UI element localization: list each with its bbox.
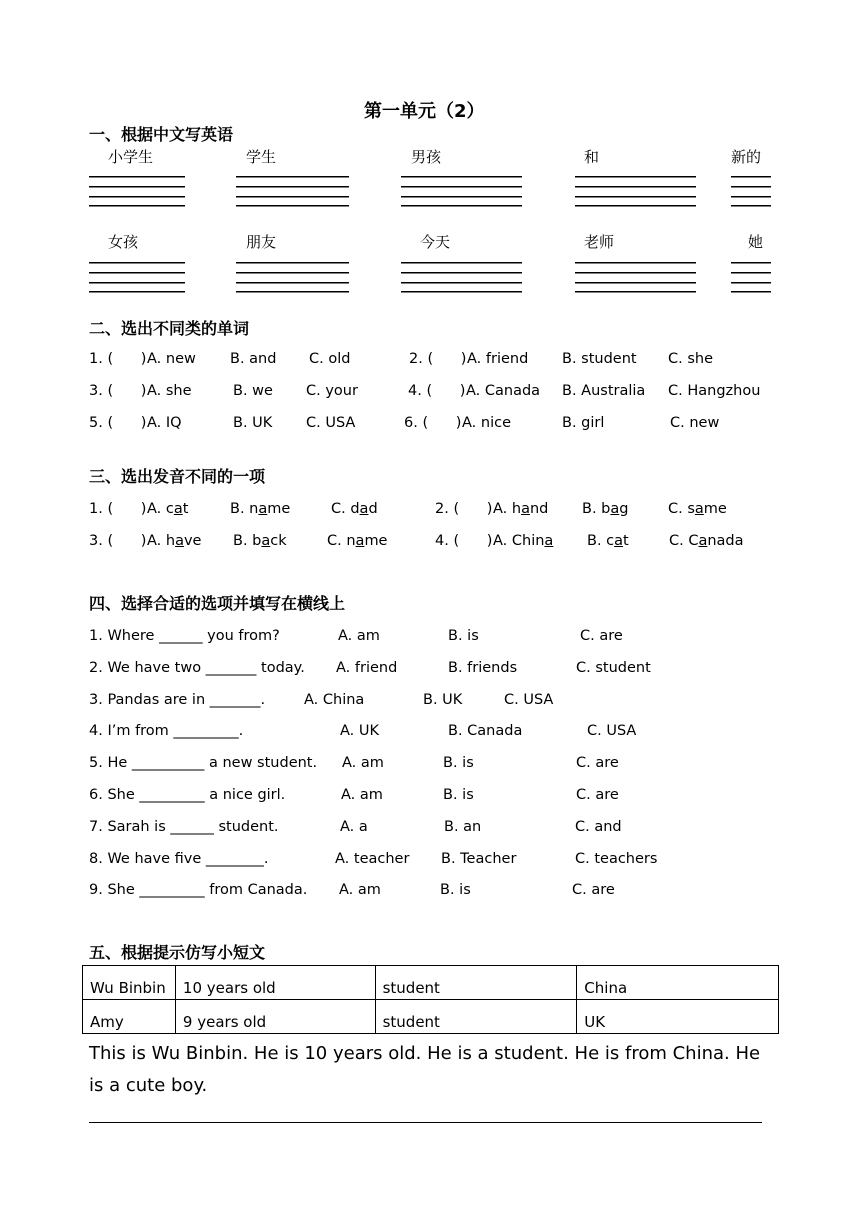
word-label: 老师 — [584, 233, 615, 251]
question-number[interactable]: 3. ( ) — [89, 533, 147, 549]
option-a: A. she — [147, 383, 192, 399]
option-b: B. friends — [448, 660, 518, 676]
section5-heading: 五、根据提示仿写小短文 — [89, 943, 266, 962]
option-a: A. am — [341, 787, 383, 803]
option-a: A. cat — [147, 501, 189, 517]
question-text[interactable]: 4. I’m from _________. — [89, 723, 244, 739]
option-c: C. Canada — [669, 533, 744, 549]
table-cell: UK — [577, 1000, 779, 1034]
question-text[interactable]: 6. She _________ a nice girl. — [89, 787, 286, 803]
option-a: A. am — [339, 882, 381, 898]
option-c: C. are — [572, 882, 615, 898]
option-c: C. are — [580, 628, 623, 644]
word-label: 今天 — [420, 233, 451, 251]
word-label: 男孩 — [411, 148, 442, 166]
table-cell: Wu Binbin — [83, 966, 176, 1000]
question-text[interactable]: 7. Sarah is ______ student. — [89, 819, 279, 835]
option-a: A. nice — [462, 415, 511, 431]
option-a: A. hand — [493, 501, 549, 517]
table-cell: student — [375, 966, 577, 1000]
word-label: 新的 — [731, 148, 762, 166]
option-b: B. Australia — [562, 383, 646, 399]
option-b: B. name — [230, 501, 291, 517]
option-c: C. USA — [587, 723, 637, 739]
question-number[interactable]: 1. ( ) — [89, 501, 147, 517]
option-b: B. UK — [233, 415, 273, 431]
option-c: C. are — [576, 787, 619, 803]
option-b: B. cat — [587, 533, 629, 549]
word-label: 女孩 — [108, 233, 139, 251]
question-number[interactable]: 3. ( ) — [89, 383, 147, 399]
option-c: C. dad — [331, 501, 378, 517]
table-row — [83, 1000, 779, 1034]
writing-lines[interactable] — [575, 176, 696, 207]
section3-heading: 三、选出发音不同的一项 — [89, 467, 266, 486]
writing-lines[interactable] — [731, 176, 771, 207]
option-b: B. is — [448, 628, 479, 644]
option-a: A. China — [304, 692, 365, 708]
option-a: A. Canada — [466, 383, 541, 399]
option-b: B. girl — [562, 415, 605, 431]
option-a: A. am — [338, 628, 380, 644]
info-table — [82, 965, 779, 1034]
word-label: 朋友 — [246, 233, 277, 251]
question-number[interactable]: 4. ( ) — [408, 383, 466, 399]
option-b: B. UK — [423, 692, 463, 708]
option-a: A. a — [340, 819, 368, 835]
section4-heading: 四、选择合适的选项并填写在横线上 — [89, 594, 346, 613]
question-text[interactable]: 5. He __________ a new student. — [89, 755, 318, 771]
word-label: 小学生 — [108, 148, 154, 166]
question-text[interactable]: 9. She _________ from Canada. — [89, 882, 308, 898]
question-number[interactable]: 2. ( ) — [409, 351, 467, 367]
option-c: C. old — [309, 351, 351, 367]
option-a: A. new — [147, 351, 196, 367]
option-a: A. friend — [467, 351, 529, 367]
writing-lines[interactable] — [89, 262, 185, 293]
option-c: C. are — [576, 755, 619, 771]
question-number[interactable]: 6. ( ) — [404, 415, 462, 431]
option-c: C. USA — [504, 692, 554, 708]
option-a: A. IQ — [147, 415, 182, 431]
option-a: A. am — [342, 755, 384, 771]
option-c: C. your — [306, 383, 358, 399]
table-cell: student — [375, 1000, 577, 1034]
option-a: A. teacher — [335, 851, 410, 867]
option-a: A. China — [493, 533, 554, 549]
option-b: B. is — [443, 787, 474, 803]
table-cell: 10 years old — [175, 966, 375, 1000]
word-label: 她 — [748, 233, 764, 251]
writing-lines[interactable] — [731, 262, 771, 293]
option-b: B. bag — [582, 501, 629, 517]
option-b: B. student — [562, 351, 637, 367]
page-title: 第一单元（2） — [364, 101, 485, 122]
question-number[interactable]: 5. ( ) — [89, 415, 147, 431]
option-b: B. an — [444, 819, 482, 835]
option-c: C. teachers — [575, 851, 658, 867]
section2-heading: 二、选出不同类的单词 — [89, 319, 250, 338]
option-a: A. have — [147, 533, 202, 549]
option-b: B. we — [233, 383, 273, 399]
table-cell: 9 years old — [175, 1000, 375, 1034]
writing-lines[interactable] — [575, 262, 696, 293]
section1-heading: 一、根据中文写英语 — [89, 125, 234, 144]
option-c: C. name — [327, 533, 388, 549]
word-label: 学生 — [246, 148, 277, 166]
option-c: C. and — [575, 819, 622, 835]
question-text[interactable]: 8. We have five ________. — [89, 851, 269, 867]
question-number[interactable]: 4. ( ) — [435, 533, 493, 549]
question-number[interactable]: 1. ( ) — [89, 351, 147, 367]
option-c: C. she — [668, 351, 714, 367]
question-text[interactable]: 2. We have two _______ today. — [89, 660, 305, 676]
answer-line[interactable] — [89, 1122, 762, 1123]
example-paragraph: This is Wu Binbin. He is 10 years old. He is a student. He is from China. He is a cute boy. — [89, 1043, 761, 1096]
word-label: 和 — [584, 148, 600, 166]
question-number[interactable]: 2. ( ) — [435, 501, 493, 517]
option-c: C. Hangzhou — [668, 383, 761, 399]
option-b: B. is — [443, 755, 474, 771]
option-b: B. and — [230, 351, 277, 367]
writing-lines[interactable] — [401, 262, 522, 293]
option-b: B. Canada — [448, 723, 523, 739]
question-text[interactable]: 3. Pandas are in _______. — [89, 692, 266, 708]
writing-lines[interactable] — [236, 176, 349, 207]
writing-lines[interactable] — [401, 176, 522, 207]
question-text[interactable]: 1. Where ______ you from? — [89, 628, 280, 644]
option-c: C. student — [576, 660, 651, 676]
table-cell: China — [577, 966, 779, 1000]
option-b: B. is — [440, 882, 471, 898]
option-a: A. friend — [336, 660, 398, 676]
option-c: C. same — [668, 501, 727, 517]
writing-lines[interactable] — [236, 262, 349, 293]
option-a: A. UK — [340, 723, 380, 739]
table-cell: Amy — [83, 1000, 176, 1034]
option-b: B. back — [233, 533, 287, 549]
option-c: C. USA — [306, 415, 356, 431]
option-c: C. new — [670, 415, 720, 431]
option-b: B. Teacher — [441, 851, 517, 867]
writing-lines[interactable] — [89, 176, 185, 207]
table-row — [83, 966, 779, 1000]
